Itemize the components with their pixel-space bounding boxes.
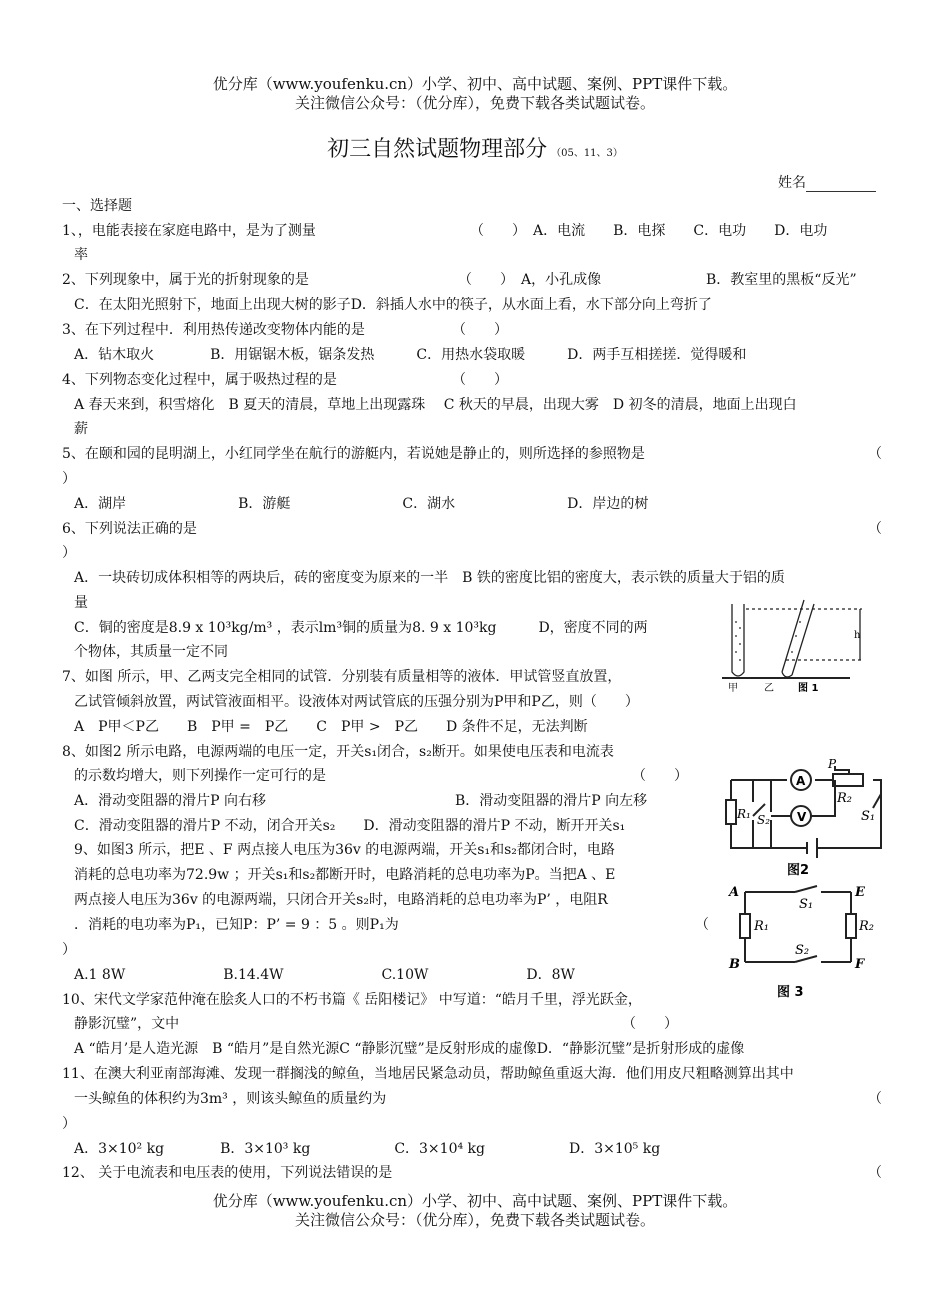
question-9-cont-2: 两点接人电压为36v 的电源两端，只闭合开关s₂时，电路消耗的总电功率为P’ ，电阻R [74, 892, 608, 908]
fig3-r2-label: R₂ [859, 919, 874, 934]
rheostat-r2 [833, 774, 863, 786]
question-5-paren-open: （ [868, 446, 882, 462]
question-8-options-cd: C．滑动变阻器的滑片P 不动，闭合开关s₂ D．滑动变阻器的滑片P 不动，断开开关s₁ [74, 818, 626, 834]
question-11-cont: 一头鲸鱼的体积约为3m³ ，则该头鲸鱼的质量约为 [74, 1091, 387, 1107]
switch-s1 [873, 794, 881, 808]
question-9-options: A.1 8W B.14.4W C.10W D．8W [74, 967, 575, 983]
fig3-f-label: F [855, 957, 865, 972]
header-line-2: 关注微信公众号：（优分库），免费下载各类试题试卷。 [294, 94, 655, 112]
figure-2-circuit [725, 758, 885, 878]
question-9: 9、如图3 所示，把E 、F 两点接人电压为36v 的电源两端，开关s₁和s₂都闭合时，电路 [74, 842, 615, 858]
question-1-cont: 率 [74, 247, 88, 263]
question-3-paren: （ ） [452, 322, 508, 338]
fig3-s2-label: S₂ [795, 943, 810, 958]
question-10-cont: 静影沉璧”，文中 [74, 1016, 180, 1032]
question-2-options-cd: C．在太阳光照射下，地面上出现大树的影子D．斜插人水中的筷子，从水面上看，水下部分向上弯折了 [74, 297, 712, 313]
question-11-options: A．3×10² kg B．3×10³ kg C．3×10⁴ kg D．3×10⁵ kg [74, 1141, 661, 1157]
question-9-paren-close: ） [62, 942, 76, 958]
question-9-cont-3: ．消耗的电功率为P₁，已知P：P’ = 9 ：5 。则P₁为 [74, 917, 399, 933]
question-5: 5、在颐和园的昆明湖上，小红同学坐在航行的游艇内，若说她是静止的，则所选择的参照物是 [62, 446, 645, 462]
fig3-b-label: B [729, 957, 740, 972]
question-1: 1、，电能表接在家庭电路中，是为了测量 [62, 223, 316, 239]
question-4-options: A 春天来到，积雪熔化 B 夏天的清晨，草地上出现露珠 C 秋天的早晨，出现大雾 D 初冬的清晨，地面上出现白 [74, 397, 797, 413]
fig2-r2-label: R₂ [837, 791, 852, 806]
question-6-paren-close: ） [62, 545, 76, 561]
question-12: 12、 关于电流表和电压表的使用，下列说法错误的是 [62, 1165, 393, 1181]
tube-tilted [782, 600, 814, 677]
question-5-options: A．湖岸 B．游艇 C．湖水 D．岸边的树 [74, 496, 649, 512]
fig1-caption: 图 1 [798, 683, 819, 694]
question-6-cont-2: 个物体，其质量一定不同 [74, 644, 228, 660]
question-7: 7、如图 所示，甲、乙两支完全相同的试管．分别装有质量相等的液体．甲试管竖直放置， [62, 669, 622, 685]
fig3-r1-label: R₁ [754, 919, 769, 934]
footer-line-1: 优分库（www.youfenku.cn）小学、初中、高中试题、案例、PPT课件下载。 [212, 1192, 738, 1210]
question-8: 8、如图2 所示电路，电源两端的电压一定，开关s₁闭合，s₂断开。如果使电压表和电流表 [62, 744, 614, 760]
question-6: 6、下列说法正确的是 [62, 521, 197, 537]
question-8-option-a: A．滑动变阻器的滑片P 向右移 [74, 793, 266, 809]
question-3-options: A．钻木取火 B．用锯锯木板，锯条发热 C．用热水袋取暖 D．两手互相搓搓．觉得暖和 [74, 347, 747, 363]
wire-top-s1 [745, 886, 851, 892]
question-11-paren-close: ） [62, 1116, 76, 1132]
question-9-cont-1: 消耗的总电功率为72.9w ；开关s₁和s₂都断开时，电路消耗的总电功率为P。当把A 、E [74, 867, 616, 883]
fig3-s1-label: S₁ [799, 897, 814, 912]
fig1-yi-label: 乙 [764, 683, 774, 694]
voltmeter-label: V [797, 810, 807, 824]
question-11: 11、在澳大利亚南部海滩、发现一群搁浅的鲸鱼，当地居民紧急动员，帮助鲸鱼重返大海．他们用皮尺粗略测算出其中 [62, 1066, 794, 1082]
question-4-paren: （ ） [452, 372, 508, 388]
ammeter-label: A [796, 774, 806, 788]
question-4-cont: 薪 [74, 421, 88, 437]
header-line-1: 优分库（www.youfenku.cn）小学、初中、高中试题、案例、PPT课件下载。 [212, 75, 738, 93]
name-label: 姓名 [778, 175, 806, 191]
question-6-option-ab: A．一块砖切成体积相等的两块后，砖的密度变为原来的一半 B 铁的密度比铝的密度大，表示铁的质量大于铝的质 [74, 570, 785, 586]
section-heading: 一、选择题 [62, 198, 132, 214]
question-1-options: （ ） A．电流 B．电探 C．电功 D．电功 [470, 223, 828, 239]
resistor-r1 [740, 914, 750, 938]
fig2-s2-label: S₂ [757, 813, 771, 827]
question-6-option-cd: C．铜的密度是8.9 x 10³kg/m³ ，表示lm³铜的质量为8. 9 x 10³kg D，密度不同的两 [74, 620, 648, 636]
question-10: 10、宋代文学家范仲淹在脍炙人口的不朽书篇《 岳阳楼记》 中写道：“皓月千里，浮光跃金， [62, 992, 642, 1008]
question-8-option-b: B．滑动变阻器的滑片P 向左移 [455, 793, 648, 809]
fig2-r1-label: R₁ [737, 807, 751, 821]
footer-line-2: 关注微信公众号：（优分库），免费下载各类试题试卷。 [294, 1211, 655, 1229]
resistor-r1 [726, 800, 736, 824]
question-8-paren: （ ） [632, 768, 688, 784]
question-3: 3、在下列过程中．利用热传递改变物体内能的是 [62, 322, 365, 338]
question-4: 4、下列物态变化过程中，属于吸热过程的是 [62, 372, 337, 388]
fig2-s1-label: S₁ [861, 809, 876, 824]
fig3-a-label: A [729, 885, 740, 900]
title-main: 初三自然试题物理部分 [327, 137, 548, 162]
name-field[interactable] [778, 172, 876, 192]
figure-1-test-tubes [722, 592, 882, 694]
fig2-caption: 图2 [787, 863, 810, 878]
question-10-options: A “皓月’是人造光源 B “皓月”是自然光源C “静影沉璧”是反射形成的虚像D．“静影沉璧”是折射形成的虚像 [74, 1041, 745, 1057]
question-7-cont: 乙试管倾斜放置，两试管液面相平。设液体对两试管底的压强分别为P甲和P乙，则（ ） [74, 694, 639, 710]
fig1-h-label: h [854, 630, 861, 641]
question-11-paren-open: （ [868, 1091, 882, 1107]
figure-3-circuit [725, 878, 885, 1003]
tube-vertical [732, 604, 744, 676]
slider-p [835, 766, 849, 774]
fig3-caption: 图 3 [777, 985, 804, 1000]
name-underline [806, 177, 876, 192]
battery-symbol [807, 838, 817, 858]
page-title [0, 132, 950, 163]
question-2: 2、下列现象中，属于光的折射现象的是 [62, 272, 309, 288]
question-12-paren: （ [868, 1165, 882, 1181]
question-6-paren-open: （ [868, 521, 882, 537]
resistor-r2 [846, 914, 856, 938]
question-10-paren: （ ） [622, 1016, 678, 1032]
question-9-paren-open: （ [695, 917, 709, 933]
question-2-option-a: （ ） A，小孔成像 [458, 272, 602, 288]
fig1-jia-label: 甲 [728, 683, 738, 694]
fig3-e-label: E [855, 885, 865, 900]
question-7-options: A P甲＜P乙 B P甲 = P乙 C P甲 > P乙 D 条件不足，无法判断 [74, 719, 588, 735]
title-date: （05、11、3） [551, 148, 623, 159]
question-5-paren-close: ） [62, 471, 76, 487]
question-2-option-b: B．教室里的黑板“反光” [706, 272, 857, 288]
question-8-cont: 的示数均增大，则下列操作一定可行的是 [74, 768, 326, 784]
fig2-p-label: P [828, 758, 837, 771]
question-6-cont: 量 [74, 595, 88, 611]
